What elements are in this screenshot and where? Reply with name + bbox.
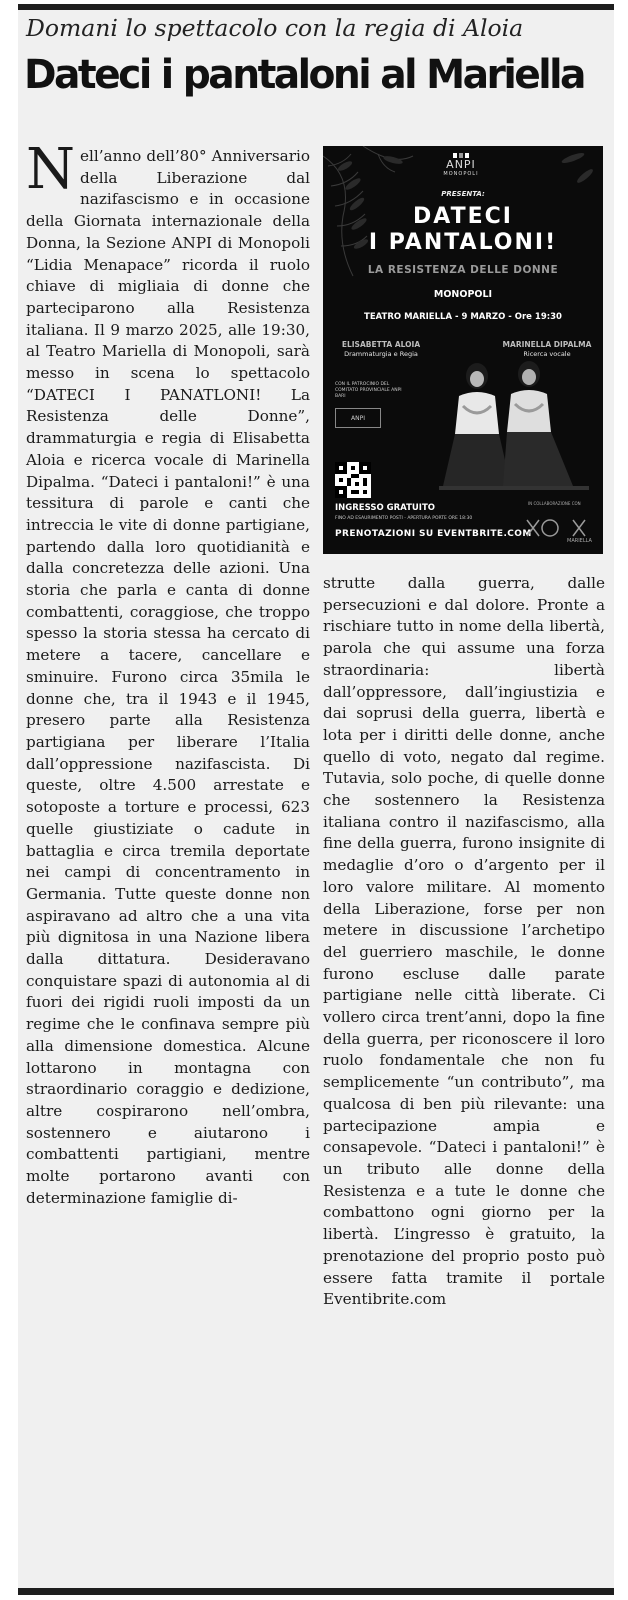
article-column-left bbox=[26, 137, 310, 1209]
article-text-left: ell’anno dell’80° Anniversario della Liberazione dal nazifascismo e in occasione della Giornata internazionale della Donna, la Sezione ANPI di Monopoli “Lidia Menapace” ricorda il ruolo chiave di migliaia di donne che parteciparono alla Resistenza italiana. Il 9 marzo 2025, alle 19:30, al Teatro Mariella di Monopoli, sarà messo in scena lo spettacolo “DATECI I PANATLONI! La Resistenza delle Donne”, drammaturgia e regia di Elisabetta Aloia e ricerca vocale di Marinella Dipalma. “Dateci i pantaloni!” è una tessitura di parole e canti che intreccia le vite di donne partigiane, partendo dalla loro quotidianità e dalla concretezza delle azioni. Una storia che parla e canta di donne combattenti, coraggiose, che troppo spesso la storia stessa ha cercato di metere a tacere, cancellare e sminuire. Furono circa 35mila le donne che, tra il 1943 e il 1945, presero parte alla Resistenza partigiana per liberare l’Italia dall’oppressione nazifascista. Di queste, oltre 4.500 arrestate e sotoposte a torture e processi, 623 quelle giustiziate o cadute in battaglia e circa tremila deportate nei campi di concentramento in Germania. Tutte queste donne non aspiravano ad altro che a una vita più dignitosa in una Nazione libera dalla dittatura. Desideravano conquistare spazi di autonomia al di fuori dei rigidi ruoli imposti da un regime che le confinava sempre più alla dimensione domestica. Alcune lottarono in montagna con straordinario coraggio e dedizione, altre cospirarono nell’ombra, sostennero e aiutarono i combattenti partigiani, mentre molte portarono avanti con determinazione famiglie di- bbox=[26, 147, 310, 1207]
poster-mariella-logo: MARIELLA bbox=[567, 538, 592, 544]
poster-title-line2: I PANTALONI! bbox=[368, 230, 558, 255]
article-column-right bbox=[323, 573, 605, 1311]
poster-booking: PRENOTAZIONI SU EVENTBRITE.COM bbox=[335, 529, 532, 539]
poster-title-line1: DATECI bbox=[413, 204, 513, 229]
poster-date-line: TEATRO MARIELLA - 9 MARZO - Ore 19:30 bbox=[364, 312, 562, 322]
event-poster bbox=[323, 146, 603, 554]
poster-city: MONOPOLI bbox=[433, 289, 493, 300]
top-rule bbox=[18, 4, 614, 10]
kicker: Domani lo spettacolo con la regia di Aloia bbox=[26, 14, 524, 42]
anpi-logo bbox=[433, 152, 489, 177]
anpi-small-logo bbox=[335, 408, 381, 428]
bottom-rule bbox=[18, 1588, 614, 1595]
qr-code-icon bbox=[335, 462, 371, 498]
performers-photo bbox=[433, 346, 598, 496]
poster-person1-name: ELISABETTA ALOIA bbox=[341, 340, 421, 349]
anpi-small-logo-text: ANPI bbox=[351, 414, 365, 422]
poster-presenta: PRESENTA: bbox=[441, 190, 485, 198]
anpi-logo-text: ANPI bbox=[446, 158, 476, 171]
poster-entry-note: FINO AD ESAURIMENTO POSTI - APERTURA PORTE ORE 18:30 bbox=[335, 516, 473, 521]
poster-person2-name: MARINELLA DIPALMA bbox=[502, 340, 592, 349]
poster-subtitle: LA RESISTENZA DELLE DONNE bbox=[367, 264, 559, 276]
poster-entry: INGRESSO GRATUITO bbox=[335, 503, 435, 513]
poster-person2-role: Ricerca vocale bbox=[523, 350, 571, 358]
poster-person1-role: Drammaturgia e Regia bbox=[344, 350, 418, 358]
poster-collab-label: IN COLLABORAZIONE CON bbox=[528, 501, 581, 506]
drop-cap: N bbox=[26, 137, 75, 202]
poster-patronage: CON IL PATROCINIO DEL COMITATO PROVINCIALE ANPI BARI bbox=[335, 382, 402, 399]
anpi-logo-sub: MONOPOLI bbox=[443, 171, 479, 177]
poster-title bbox=[323, 204, 603, 256]
article-text-right: strutte dalla guerra, dalle persecuzioni e dal dolore. Pronte a rischiare tutto in nome della libertà, parola che qui assume una forza straordinaria: libertà dall’oppressore, dall’ingiustizia e dai soprusi della guerra, libertà e lota per i diritti delle donne, anche quello di voto, negato dal regime. Tutavia, solo poche, di quelle donne che sostennero la Resistenza italiana contro il nazifascismo, alla fine della guerra, furono insignite di medaglie d’oro o d’argento per il loro valore militare. Al momento della Liberazione, forse per non metere in discussione l’archetipo del guerriero maschile, le donne furono escluse dalle parate partigiane nelle città liberate. Ci vollero circa trent’anni, dopo la fine della guerra, per riconoscere il loro ruolo fondamentale che non fu semplicemente “un contributo”, ma qualcosa di ben più rilevante: una partecipazione ampia e consapevole. “Dateci i pantaloni!” è un tributo alle donne della Resistenza e a tute le donne che combattono ogni giorno per la libertà. L’ingresso è gratuito, la prenotazione del proprio posto può essere fatta tramite il portale Eventibrite.com bbox=[323, 574, 605, 1309]
headline: Dateci i pantaloni al Mariella bbox=[24, 52, 584, 98]
